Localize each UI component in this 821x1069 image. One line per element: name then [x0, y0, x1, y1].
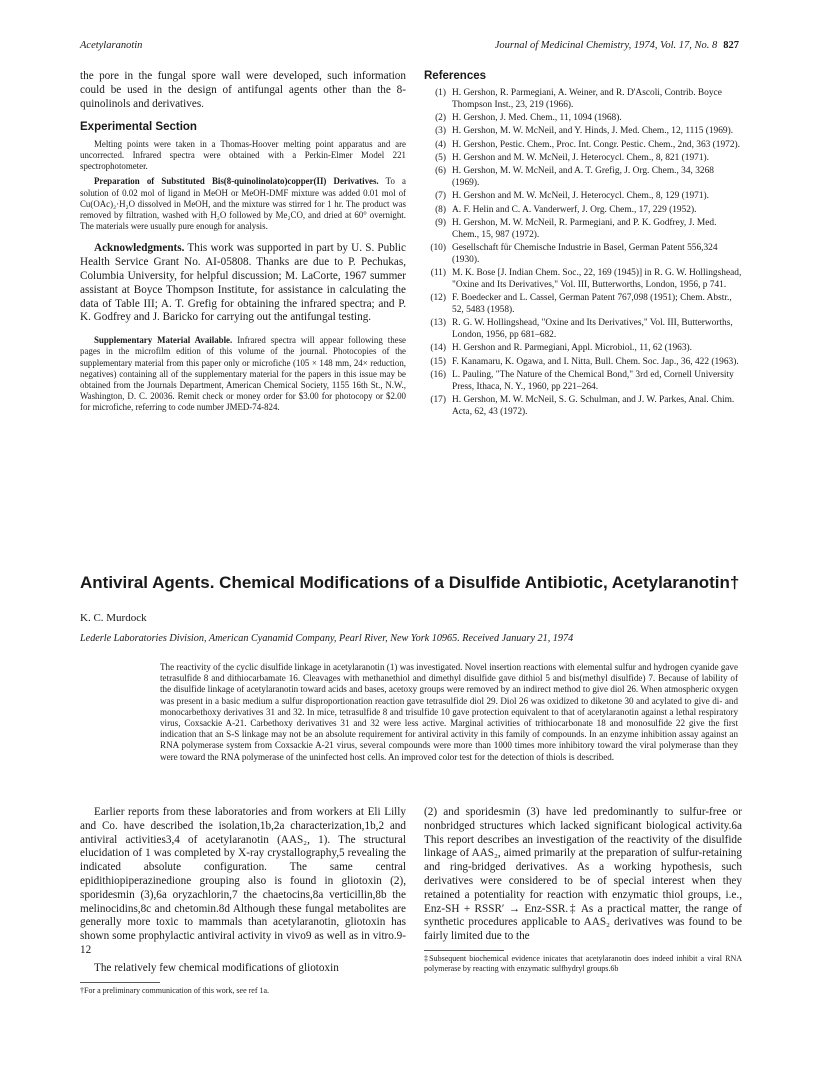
reference-number: (16)	[430, 370, 446, 381]
reference-item	[424, 126, 742, 138]
reference-number: (13)	[430, 318, 446, 329]
reference-number: (14)	[430, 343, 446, 354]
reference-text: A. F. Helin and C. A. Vanderwerf, J. Org. Chem., 17, 229 (1952).	[452, 204, 697, 215]
reference-number: (4)	[435, 139, 446, 150]
article-body-left	[80, 806, 406, 996]
reference-number: (5)	[435, 152, 446, 163]
reference-text: M. K. Bose [J. Indian Chem. Soc., 22, 169 (1945)] in R. G. W. Hollingshead, "Oxine and Its Derivatives," Vol. III, Butterworths, London, 1956, p 741.	[452, 268, 742, 290]
reference-item	[424, 243, 742, 267]
reference-text: Gesellschaft für Chemische Industrie in Basel, German Patent 556,324 (1930).	[452, 243, 718, 265]
experimental-p1: Melting points were taken in a Thomas-Hoover melting point apparatus and are uncorrected. Infrared spectra were obtained with a Perkin-Elmer Model 221 spectrophotometer.	[80, 138, 406, 172]
reference-text: R. G. W. Hollingshead, "Oxine and Its Derivatives," Vol. III, Butterworths, London, 1956, pp 681–682.	[452, 318, 733, 341]
reference-number: (7)	[435, 191, 446, 202]
reference-number: (15)	[430, 356, 446, 367]
reference-item	[424, 166, 742, 190]
reference-item	[424, 357, 742, 369]
reference-text: H. Gershon, Pestic. Chem., Proc. Int. Congr. Pestic. Chem., 2nd, 363 (1972).	[452, 139, 740, 150]
reference-item	[424, 191, 742, 203]
references-column	[424, 70, 742, 420]
reference-item	[424, 218, 742, 242]
reference-number: (2)	[435, 113, 446, 124]
reference-text: H. Gershon, M. W. McNeil, and A. T. Grefig, J. Org. Chem., 34, 3268 (1969).	[452, 166, 714, 189]
author: K. C. Murdock	[80, 612, 147, 624]
reference-item	[424, 370, 742, 394]
body-left-p1: Earlier reports from these laboratories and from workers at Eli Lilly and Co. have described the isolation,1b,2a characterization,1b,2 and antiviral activities3,4 of acetylaranotin (AAS₂, 1). The structural elucidation of 1 was completed by X-ray crystallography,5 revealing the indicated absolute configuration. The same central epidithiopiperazinedione grouping also is found in gliotoxin (2), sporidesmin (3),6a oryzachlorin,7 the chaetocins,8a verticillin,8b the melinocidins,8c and chetomin.8d Although these fungal metabolites are generally more toxic to mammals than acetylaranotin, gliotoxin has shown some prophylactic antiviral activity in vivo9 as well as in vitro.9-12	[80, 806, 406, 956]
body-right-p1: (2) and sporidesmin (3) have led predominantly to sulfur-free or nonbridged structures which lacked significant biological activity.6a This report describes an investigation of the reactivity of the disulfide linkage of AAS₂, aimed primarily at the preparation of sulfur-retaining and ring-bridged derivatives. As a working hypothesis, such derivatives were considered to be of special interest when they retained a potentiality for reaction with enzymatic thiol groups, i.e., Enz-SH + RSSR′ → Enz-SSR.‡ As a practical matter, the range of synthetic procedures applicable to AAS₂ derivatives was found to be fairly limited due to the	[424, 806, 742, 943]
footnote-left: †For a preliminary communication of this work, see ref 1a.	[80, 985, 270, 995]
supplementary-material	[80, 335, 406, 413]
top-left-column	[80, 70, 406, 418]
reference-item	[424, 88, 742, 112]
reference-number: (10)	[430, 243, 446, 254]
reference-text: H. Gershon and M. W. McNeil, J. Heterocycl. Chem., 8, 129 (1971).	[452, 191, 709, 202]
reference-number: (11)	[430, 268, 446, 279]
references-heading: References	[424, 70, 487, 82]
intro-paragraph: the pore in the fungal spore wall were developed, such information could be used in the design of antifungal agents other than the 8-quinolinols and derivatives.	[80, 70, 406, 110]
reference-text: F. Kanamaru, K. Ogawa, and I. Nitta, Bull. Chem. Soc. Jap., 36, 422 (1963).	[452, 356, 739, 367]
reference-text: H. Gershon and M. W. McNeil, J. Heterocycl. Chem., 8, 821 (1971).	[452, 152, 709, 163]
article-title: Antiviral Agents. Chemical Modifications of a Disulfide Antibiotic, Acetylaranotin†	[80, 573, 740, 592]
running-head-right	[495, 40, 739, 51]
reference-number: (6)	[435, 166, 446, 177]
abstract: The reactivity of the cyclic disulfide linkage in acetylaranotin (1) was investigated. Novel insertion reactions with elemental sulfur and hydrogen cyanide gave tetrasulfide 8 and dithiocarbamate 16. Cleavages with methanethiol and dimethyl disulfide gave dithiol 5 and bis(methyl disulfide) 7. Because of lability of the disulfide linkage of acetylaranotin toward acids and bases, acetoxy groups were removed by an indirect method to give diol 26. When atmospheric oxygen was present in a basic medium a sulfur disproportionation reaction gave tetrasulfide diol 29. Diol 26 was oxidized to diketone 30 and acylated to give di- and monocarbethoxy derivatives 31 and 32. In mice, tetrasulfide 8 and trisulfide 10 gave protection equivalent to that of acetylaranotin against a lethal respiratory virus, Coxsackie A-21. Carbethoxy derivatives 31 and 32 were less active. Marginal activities of trithiocarbonate 18 and monosulfide 22 give the first indication that an S-S linkage may not be an absolute requirement for antiviral activity in this family of compounds. In an enzyme inhibition assay against an RNA polymerase system from Coxsackie A-21 virus, several compounds were more than 1000 times more inhibitory toward the viral polymerase than they were toward the RNA polymerase of the uninfected host cells. An improved color test for the detection of thiols is described.	[160, 662, 738, 762]
reference-text: H. Gershon, J. Med. Chem., 11, 1094 (1968).	[452, 113, 622, 124]
reference-item	[424, 395, 742, 419]
reference-text: H. Gershon, M. W. McNeil, S. G. Schulman, and J. W. Parkes, Anal. Chim. Acta, 62, 43 (1972).	[452, 395, 735, 417]
reference-item	[424, 153, 742, 165]
footnote-rule-right	[424, 950, 504, 951]
reference-text: H. Gershon, M. W. McNeil, R. Parmegiani, and P. K. Godfrey, J. Med. Chem., 15, 987 (1972).	[452, 217, 717, 240]
ack-heading: Acknowledgments.	[94, 242, 185, 255]
ack-body: This work was supported in part by U. S. Public Health Service Grant No. AI-05808. Thanks are due to P. Pechukas, Columbia University, for helpful discussion; M. LaCorte, 1967 summer assistant at Boyce Thompson Institute, for assistance in calculating the data of Table III; A. T. Grefig for obtaining the infrared spectra; and P. K. Godfrey and J. Baricko for carrying out the antifungal testing.	[80, 242, 406, 324]
acknowledgments	[80, 242, 406, 325]
running-head-left: Acetylaranotin	[80, 40, 143, 51]
references-list	[424, 88, 742, 419]
reference-number: (1)	[435, 88, 446, 98]
experimental-p2	[80, 176, 406, 232]
supp-body: Infrared spectra will appear following these pages in the microfilm edition of this volume of the journal. Photocopies of the supplementary material from this paper only or microfiche (105 × 148 mm, 24× reduction, negatives) containing all of the supplementary material for the papers in this issue may be obtained from the Journals Department, American Chemical Society, 1155 16th St., N.W., Washington, D. C. 20036. Remit check or money order for $3.00 for photocopy or $2.00 for microfiche, referring to code number JMED-74-824.	[80, 335, 406, 413]
article-body-right	[424, 806, 742, 974]
reference-number: (9)	[435, 217, 446, 228]
page-number: 827	[723, 40, 739, 51]
reference-item	[424, 268, 742, 292]
journal-citation: Journal of Medicinal Chemistry, 1974, Vol. 17, No. 8	[494, 40, 718, 51]
reference-item	[424, 293, 742, 317]
body-left-p2: The relatively few chemical modifications of gliotoxin	[94, 961, 339, 974]
reference-number: (3)	[435, 126, 446, 137]
affiliation: Lederle Laboratories Division, American Cyanamid Company, Pearl River, New York 10965. Received January 21, 1974	[80, 633, 574, 644]
reference-number: (8)	[435, 204, 446, 215]
prep-heading: Preparation of Substituted Bis(8-quinolinolato)copper(II) Derivatives.	[94, 176, 379, 187]
footnote-rule	[80, 982, 160, 983]
reference-text: F. Boedecker and L. Cassel, German Patent 767,098 (1951); Chem. Abstr., 52, 5483 (1958).	[452, 293, 732, 316]
reference-item	[424, 205, 742, 217]
reference-item	[424, 113, 742, 125]
reference-text: H. Gershon, M. W. McNeil, and Y. Hinds, J. Med. Chem., 12, 1115 (1969).	[452, 126, 734, 137]
supp-heading: Supplementary Material Available.	[94, 335, 233, 346]
prep-body: To a solution of 0.02 mol of ligand in MeOH or MeOH-DMF mixture was added 0.01 mol of Cu(OAc)₂·H₂O dissolved in MeOH, and the mixture was stirred for 1 hr. The product was removed by filtration, washed with H₂O followed by Me₂CO, and dried at 60° overnight. The materials were usually pure enough for analysis.	[80, 176, 406, 232]
reference-item	[424, 343, 742, 355]
reference-text: H. Gershon, R. Parmegiani, A. Weiner, and R. D'Ascoli, Contrib. Boyce Thompson Inst., 23, 219 (1966).	[452, 88, 722, 110]
reference-item	[424, 318, 742, 342]
reference-item	[424, 140, 742, 152]
footnote-right: ‡Subsequent biochemical evidence inicates that acetylaranotin does indeed inhibit a viral RNA polymerase by reacting with enzymatic sulfhydryl groups.6b	[424, 953, 742, 973]
experimental-heading: Experimental Section	[80, 121, 197, 134]
reference-number: (17)	[430, 395, 446, 406]
reference-number: (12)	[430, 293, 446, 304]
reference-text: H. Gershon and R. Parmegiani, Appl. Microbiol., 11, 62 (1963).	[452, 343, 692, 354]
reference-text: L. Pauling, "The Nature of the Chemical Bond," 3rd ed, Cornell University Press, Ithaca, N. Y., 1960, pp 221–264.	[452, 370, 734, 392]
